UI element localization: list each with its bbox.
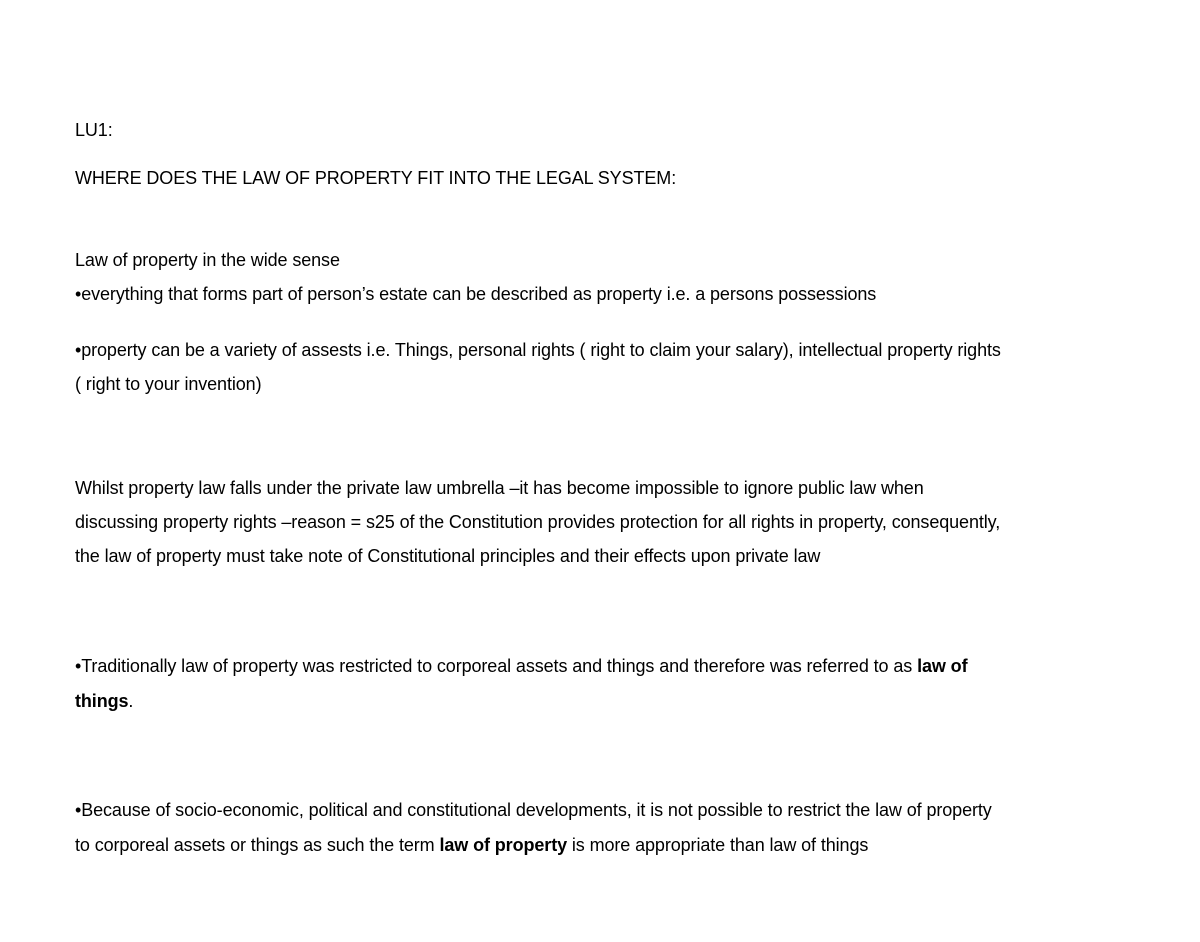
bullet-assets-line-1: •property can be a variety of assests i.e. Things, personal rights ( right to claim your salary), intellectual property rights [75, 340, 1001, 360]
bullet-traditionally-line-2 [75, 684, 133, 718]
bullet-traditionally-line-1 [75, 649, 967, 683]
section-heading: WHERE DOES THE LAW OF PROPERTY FIT INTO THE LEGAL SYSTEM: [75, 168, 677, 188]
wide-sense-title: Law of property in the wide sense [75, 250, 340, 270]
period-text: . [128, 691, 134, 711]
term-text-before: to corporeal assets or things as such the term [75, 835, 440, 855]
paragraph-line-1: Whilst property law falls under the private law umbrella –it has become impossible to ignore public law when [75, 478, 924, 498]
paragraph-line-2: discussing property rights –reason = s25 of the Constitution provides protection for all rights in property, consequently, [75, 512, 1001, 532]
bullet-socio-economic-line-1: •Because of socio-economic, political and constitutional developments, it is not possible to restrict the law of property [75, 800, 992, 820]
bullet-estate: •everything that forms part of person’s estate can be described as property i.e. a persons possessions [75, 284, 877, 304]
bullet-socio-economic-line-2 [75, 828, 868, 862]
paragraph-line-3: the law of property must take note of Constitutional principles and their effects upon private law [75, 546, 821, 566]
bold-law-of-property: law of property [439, 835, 567, 855]
unit-heading: LU1: [75, 120, 113, 140]
bold-things: things [75, 691, 129, 711]
term-text-after: is more appropriate than law of things [567, 835, 869, 855]
bullet-traditionally-text: •Traditionally law of property was restricted to corporeal assets and things and therefore was referred to as [75, 656, 918, 676]
bullet-assets-line-2: ( right to your invention) [75, 374, 262, 394]
bold-law-of: law of [917, 656, 968, 676]
